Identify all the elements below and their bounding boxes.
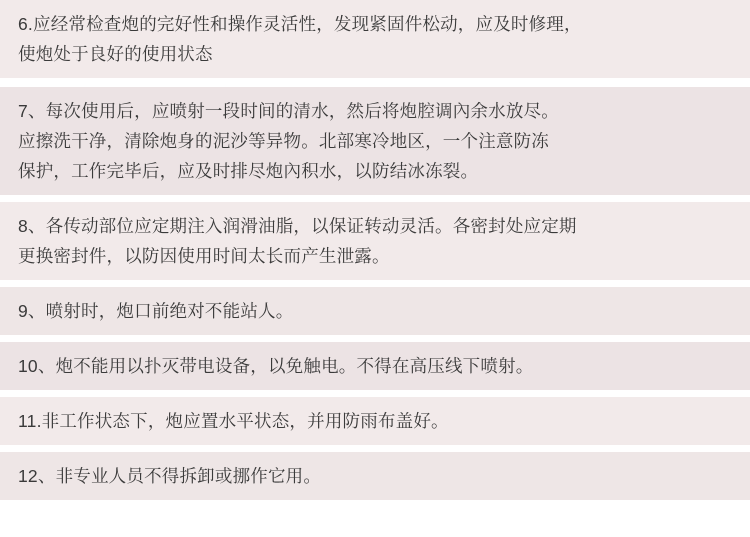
item-line: 使炮处于良好的使用状态 (18, 44, 213, 64)
item-line: 11.非工作状态下，炮应置水平状态，并用防雨布盖好。 (18, 411, 449, 431)
page-bottom-margin (0, 501, 750, 537)
item-line: 6.应经常检查炮的完好性和操作灵活性，发现紧固件松动，应及时修理， (18, 14, 582, 34)
item-line: 更换密封件，以防因使用时间太长而产生泄露。 (18, 246, 390, 266)
item-line: 10、炮不能用以扑灭带电设备，以免触电。不得在高压线下喷射。 (18, 356, 534, 376)
list-item (0, 397, 750, 446)
list-item (0, 452, 750, 501)
item-line: 9、喷射时，炮口前绝对不能站人。 (18, 301, 294, 321)
item-line: 8、各传动部位应定期注入润滑油脂，以保证转动灵活。各密封处应定期 (18, 216, 577, 236)
item-line: 12、非专业人员不得拆卸或挪作它用。 (18, 466, 322, 486)
list-item (0, 202, 750, 281)
item-line: 7、每次使用后，应喷射一段时间的清水，然后将炮腔调內余水放尽。 (18, 101, 559, 121)
list-item (0, 342, 750, 391)
row-divider (0, 79, 750, 87)
item-line: 应擦洗干净，清除炮身的泥沙等异物。北部寒冷地区，一个注意防冻 (18, 131, 549, 151)
list-item (0, 287, 750, 336)
list-item (0, 0, 750, 79)
item-line: 保护，工作完毕后，应及时排尽炮內积水，以防结冰冻裂。 (18, 161, 479, 181)
list-item (0, 87, 750, 196)
